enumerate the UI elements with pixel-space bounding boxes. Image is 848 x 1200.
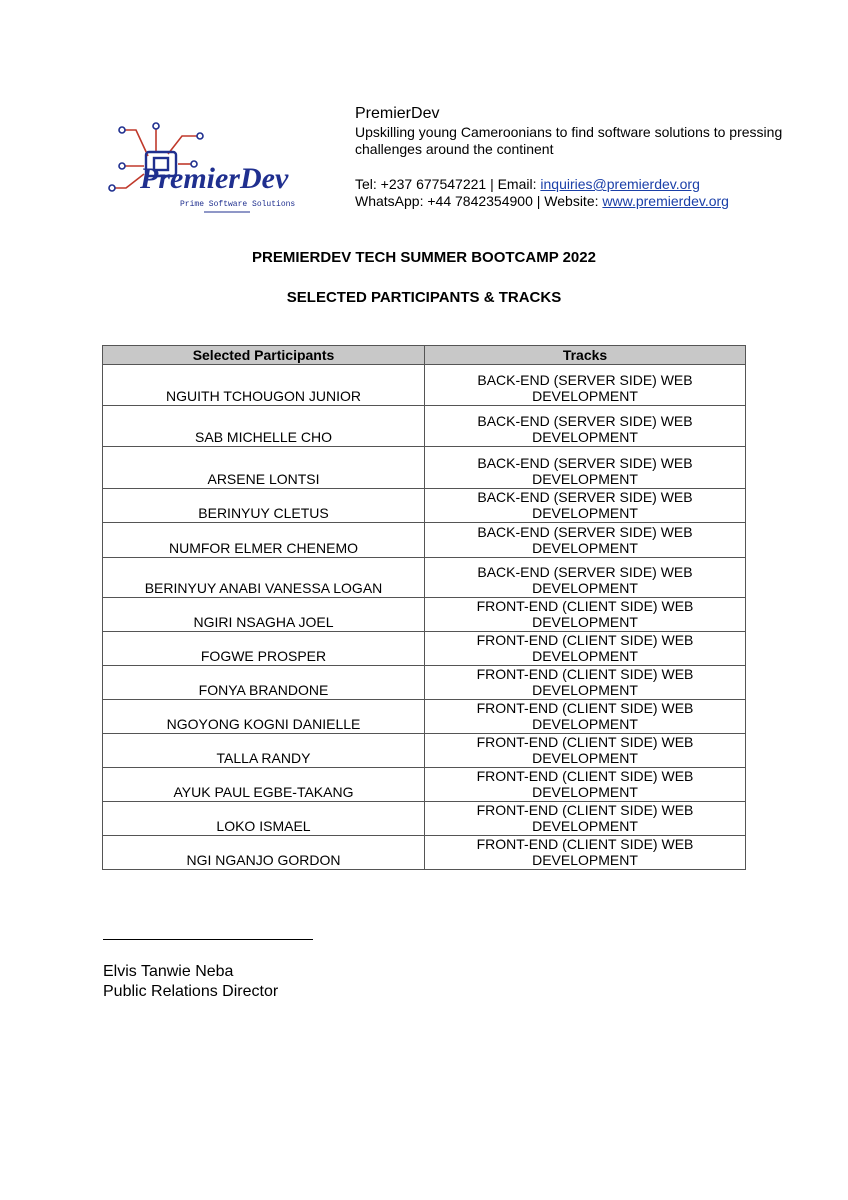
contact-info [355, 176, 825, 210]
signatory [103, 962, 278, 1002]
table-row [103, 598, 746, 632]
svg-text:PremierDev: PremierDev [140, 162, 289, 195]
participant-track: BACK-END (SERVER SIDE) WEB DEVELOPMENT [425, 365, 746, 406]
participant-name: NGIRI NSAGHA JOEL [103, 598, 425, 632]
participant-name: NUMFOR ELMER CHENEMO [103, 523, 425, 558]
participant-name: NGOYONG KOGNI DANIELLE [103, 700, 425, 734]
table-row [103, 365, 746, 406]
table-row [103, 768, 746, 802]
participant-name: TALLA RANDY [103, 734, 425, 768]
whatsapp-label: WhatsApp: +44 7842354900 | Website: [355, 193, 603, 209]
participant-track: BACK-END (SERVER SIDE) WEB DEVELOPMENT [425, 523, 746, 558]
premierdev-logo [108, 118, 338, 218]
table-row [103, 666, 746, 700]
table-row [103, 632, 746, 666]
participant-track: BACK-END (SERVER SIDE) WEB DEVELOPMENT [425, 447, 746, 489]
participants-table [102, 345, 746, 870]
participant-name: FOGWE PROSPER [103, 632, 425, 666]
table-row [103, 700, 746, 734]
table-row [103, 447, 746, 489]
table-header-row [103, 346, 746, 365]
participant-track: BACK-END (SERVER SIDE) WEB DEVELOPMENT [425, 558, 746, 598]
phone-label: Tel: +237 677547221 | Email: [355, 176, 541, 192]
participant-name: SAB MICHELLE CHO [103, 406, 425, 447]
website-link[interactable]: www.premierdev.org [602, 193, 729, 209]
participant-track: BACK-END (SERVER SIDE) WEB DEVELOPMENT [425, 489, 746, 523]
participant-name: FONYA BRANDONE [103, 666, 425, 700]
svg-text:Prime Software Solutions: Prime Software Solutions [180, 200, 296, 209]
participant-track: FRONT-END (CLIENT SIDE) WEB DEVELOPMENT [425, 666, 746, 700]
participant-track: FRONT-END (CLIENT SIDE) WEB DEVELOPMENT [425, 836, 746, 870]
page-title: PREMIERDEV TECH SUMMER BOOTCAMP 2022 [252, 249, 596, 266]
participant-track: FRONT-END (CLIENT SIDE) WEB DEVELOPMENT [425, 598, 746, 632]
participant-name: NGUITH TCHOUGON JUNIOR [103, 365, 425, 406]
participant-track: FRONT-END (CLIENT SIDE) WEB DEVELOPMENT [425, 802, 746, 836]
org-name: PremierDev [355, 105, 440, 122]
participant-track: BACK-END (SERVER SIDE) WEB DEVELOPMENT [425, 406, 746, 447]
table-row [103, 734, 746, 768]
table-row [103, 836, 746, 870]
table-row [103, 523, 746, 558]
email-link[interactable]: inquiries@premierdev.org [540, 176, 700, 192]
header-selected-participants: Selected Participants [103, 346, 425, 365]
signature-line [103, 939, 313, 940]
header-tracks: Tracks [425, 346, 746, 365]
table-row [103, 802, 746, 836]
participant-track: FRONT-END (CLIENT SIDE) WEB DEVELOPMENT [425, 700, 746, 734]
signatory-role: Public Relations Director [103, 983, 279, 1000]
participant-track: FRONT-END (CLIENT SIDE) WEB DEVELOPMENT [425, 632, 746, 666]
circuit-logo-icon [108, 118, 338, 218]
participant-track: FRONT-END (CLIENT SIDE) WEB DEVELOPMENT [425, 734, 746, 768]
table-row [103, 406, 746, 447]
participant-track: FRONT-END (CLIENT SIDE) WEB DEVELOPMENT [425, 768, 746, 802]
signatory-name: Elvis Tanwie Neba [103, 963, 234, 980]
participant-name: NGI NGANJO GORDON [103, 836, 425, 870]
participant-name: ARSENE LONTSI [103, 447, 425, 489]
participant-name: BERINYUY ANABI VANESSA LOGAN [103, 558, 425, 598]
participant-name: BERINYUY CLETUS [103, 489, 425, 523]
page-subtitle: SELECTED PARTICIPANTS & TRACKS [286, 289, 562, 306]
organization-info [355, 104, 825, 210]
table-row [103, 489, 746, 523]
table-row [103, 558, 746, 598]
participant-name: LOKO ISMAEL [103, 802, 425, 836]
participant-name: AYUK PAUL EGBE-TAKANG [103, 768, 425, 802]
org-tagline: Upskilling young Cameroonians to find software solutions to pressing challenges around the continent [355, 124, 783, 157]
